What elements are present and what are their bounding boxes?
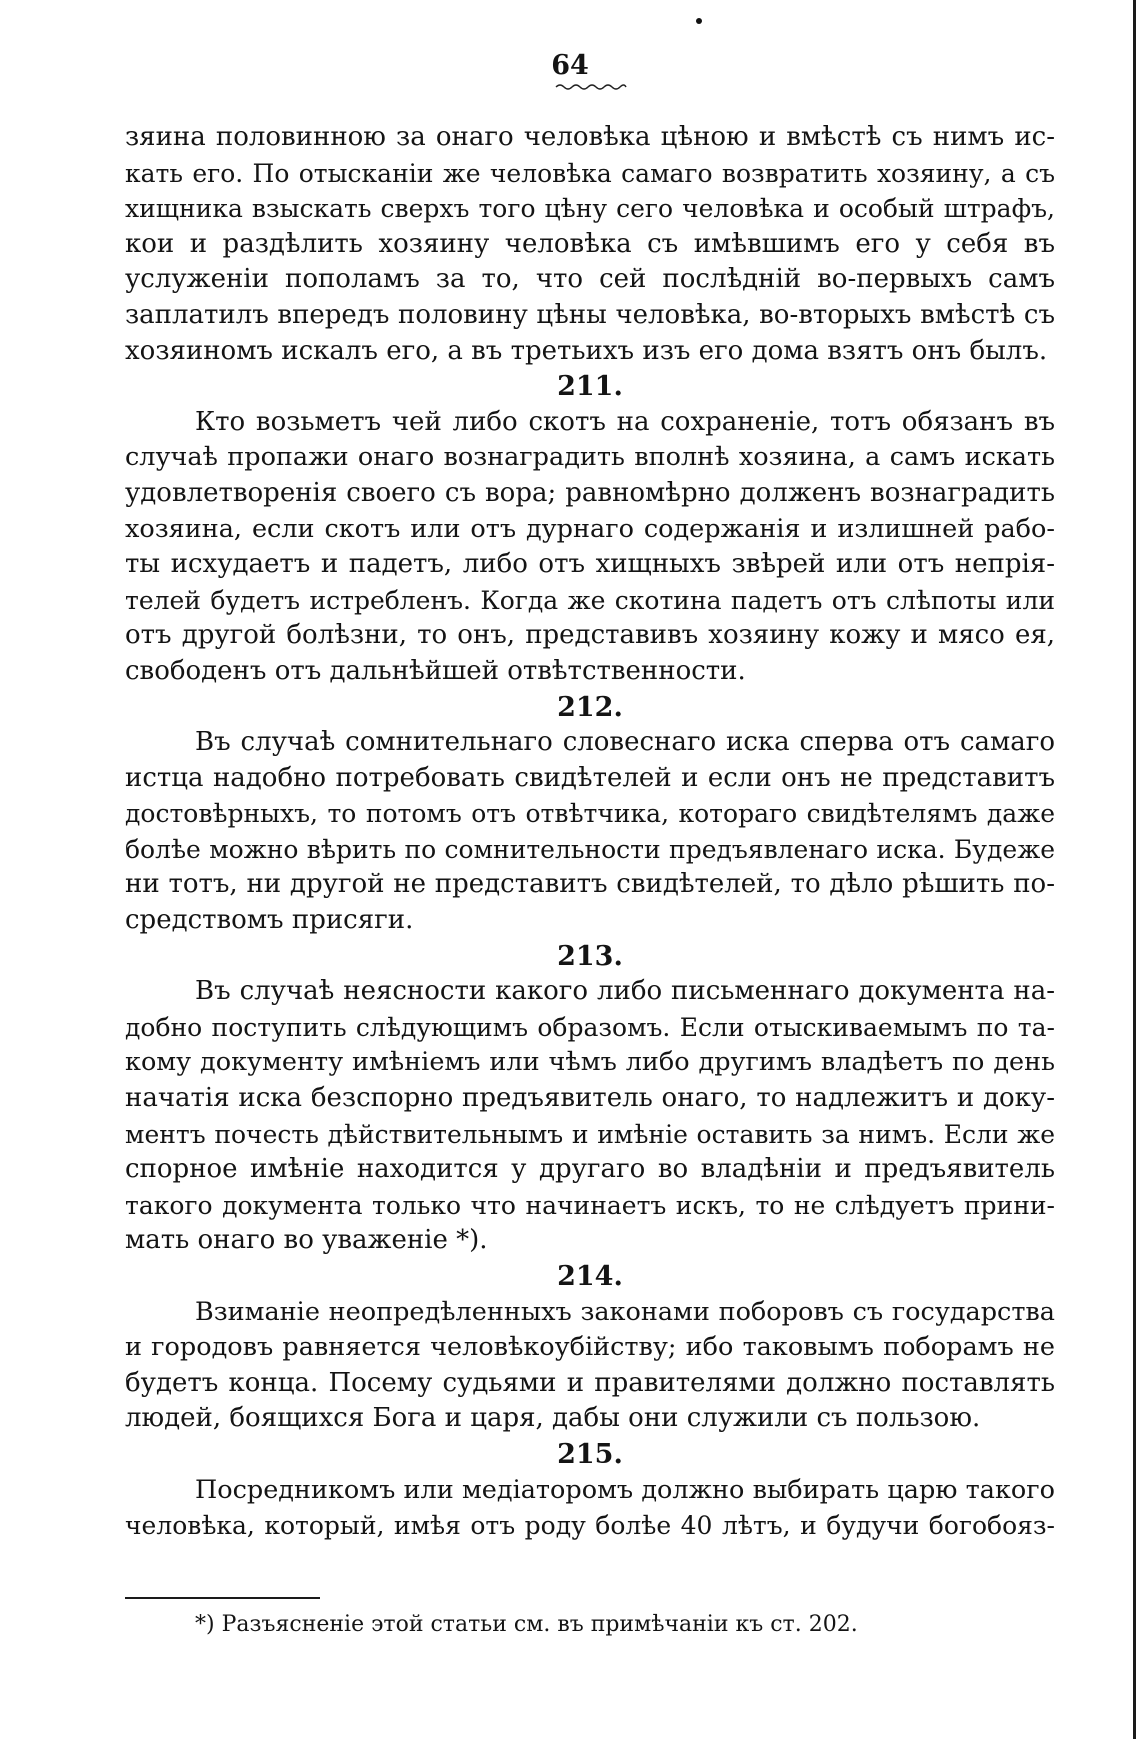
footnote-divider — [125, 1597, 320, 1599]
text-line: и городовъ равняется человѣкоубійству; ибо таковымъ поборамъ не — [125, 1332, 1055, 1363]
text-line: заплатилъ впередъ половину цѣны человѣка, во-вторыхъ вмѣстѣ съ — [125, 299, 1055, 330]
article-number: 211. — [557, 371, 623, 403]
text-line: достовѣрныхъ, то потомъ отъ отвѣтчика, котораго свидѣтелямъ даже — [125, 799, 1055, 829]
body-text — [125, 120, 1055, 1544]
text-line: будетъ конца. Посему судьями и правителями должно поставлять — [125, 1367, 1055, 1398]
page-number: 64 — [551, 50, 589, 81]
article — [125, 939, 1055, 1259]
article-number: 212. — [557, 691, 623, 723]
text-line: истца надобно потребовать свидѣтелей и если онъ не представитъ — [125, 762, 1055, 793]
article-number: 213. — [557, 940, 623, 972]
text-line: Взиманіе неопредѣленныхъ законами поборовъ съ государства — [195, 1296, 1055, 1327]
articles — [125, 369, 1055, 1544]
intro-paragraph — [125, 120, 1055, 369]
text-line: людей, боящихся Бога и царя, дабы они служили съ пользою. — [125, 1403, 981, 1434]
footnote: *) Разъясненіе этой статьи см. въ примѣчаніи къ ст. 202. — [195, 1612, 858, 1637]
ink-speck — [696, 18, 702, 24]
text-line: добно поступить слѣдующимъ образомъ. Если отыскиваемымъ по та- — [125, 1012, 1055, 1042]
text-line: Посредникомъ или медіаторомъ должно выбирать царю такого — [195, 1474, 1055, 1505]
text-line: ты исхудаетъ и падетъ, либо отъ хищныхъ звѣрей или отъ непрія- — [125, 549, 1055, 580]
text-line: Въ случаѣ сомнительнаго словеснаго иска сперва отъ самаго — [195, 727, 1055, 758]
article — [125, 1437, 1055, 1544]
text-line: спорное имѣніе находится у другаго во владѣніи и предъявитель — [125, 1154, 1055, 1185]
text-line: кому документу имѣніемъ или чѣмъ либо другимъ владѣетъ по день — [125, 1047, 1055, 1078]
article-number: 215. — [557, 1438, 623, 1470]
text-line: отъ другой болѣзни, то онъ, представивъ хозяину кожу и мясо ея, — [125, 620, 1055, 651]
article — [125, 690, 1055, 939]
page-edge-rule — [1133, 0, 1136, 1739]
article — [125, 369, 1055, 689]
text-line: начатія иска безспорно предъявитель онаго, то надлежитъ и доку- — [125, 1083, 1055, 1114]
text-line: Кто возьметъ чей либо скотъ на сохраненіе, тотъ обязанъ въ — [195, 406, 1055, 437]
article — [125, 1259, 1055, 1437]
text-line: хозяина, если скотъ или отъ дурнаго содержанія и излишней рабо- — [125, 513, 1055, 544]
text-line: свободенъ отъ дальнѣйшей отвѣтственности. — [125, 655, 746, 686]
text-line: средствомъ присяги. — [125, 905, 414, 936]
text-line: человѣка, который, имѣя отъ роду болѣе 40 лѣтъ, и будучи богобояз- — [125, 1511, 1055, 1541]
text-line: кать его. По отысканіи же человѣка самаго возвратить хозяину, а съ — [125, 158, 1055, 188]
text-line: удовлетворенія своего съ вора; равномѣрно долженъ вознаградить — [125, 477, 1055, 508]
text-line: кои и раздѣлить хозяину человѣка съ имѣвшимъ его у себя въ — [125, 228, 1055, 259]
text-line: ни тотъ, ни другой не представитъ свидѣтелей, то дѣло рѣшить по- — [125, 869, 1055, 900]
text-line: хищника взыскать сверхъ того цѣну сего человѣка и особый штрафъ, — [125, 194, 1055, 224]
text-line: услуженіи пополамъ за то, что сей послѣдній во-первыхъ самъ — [125, 264, 1055, 295]
text-line: ментъ почесть дѣйствительнымъ и имѣніе оставить за нимъ. Если же — [125, 1119, 1055, 1149]
text-line: такого документа только что начинаетъ искъ, то не слѣдуетъ прини- — [125, 1190, 1055, 1220]
text-line: телей будетъ истребленъ. Когда же скотина падетъ отъ слѣпоты или — [125, 585, 1055, 615]
page-number-ornament — [555, 82, 627, 90]
text-line: случаѣ пропажи онаго вознаградить вполнѣ хозяина, а самъ искать — [125, 442, 1055, 473]
text-line: мать онаго во уваженіе *). — [125, 1225, 488, 1256]
text-line: Въ случаѣ неясности какого либо письменнаго документа на- — [195, 976, 1055, 1007]
text-line: болѣе можно вѣрить по сомнительности предъявленаго иска. Будеже — [125, 834, 1055, 864]
text-line: хозяиномъ искалъ его, а въ третьихъ изъ его дома взятъ онъ былъ. — [125, 335, 1048, 366]
text-line: зяина половинною за онаго человѣка цѣною и вмѣстѣ съ нимъ ис- — [125, 122, 1055, 152]
article-number: 214. — [557, 1261, 623, 1292]
